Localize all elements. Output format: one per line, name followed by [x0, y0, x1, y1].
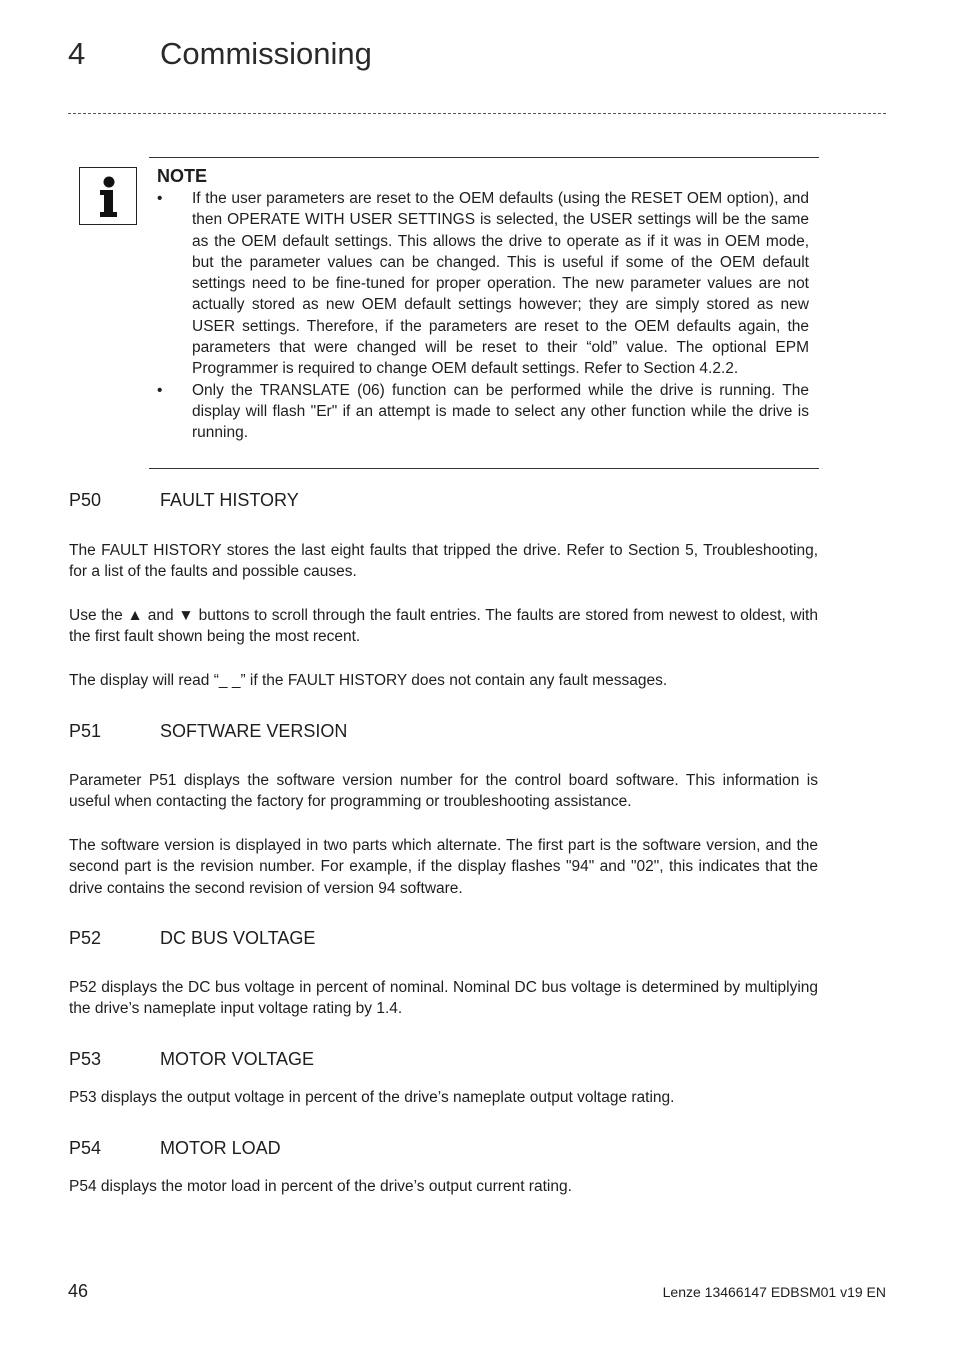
chapter-title: Commissioning [160, 36, 372, 71]
note-item-text: Only the TRANSLATE (06) function can be performed while the drive is running. The display will flash "Er" if an attempt is made to select any other function while the drive is running. [192, 381, 809, 442]
info-icon [79, 167, 137, 225]
chapter-number: 4 [68, 36, 86, 71]
paragraph: The software version is displayed in two parts which alternate. The first part is the software version, and the second part is the revision number. For example, if the display flashes "94" and "02", this indicates that the drive contains the second revision of version 94 software. [69, 837, 818, 897]
page-number: 46 [68, 1281, 89, 1301]
paragraph: P54 displays the motor load in percent of the drive’s output current rating. [69, 1178, 572, 1195]
parameter-code: P52 [69, 928, 102, 948]
paragraph: The FAULT HISTORY stores the last eight faults that tripped the drive. Refer to Section 5, Troubleshooting, for a list of the faults and possible causes. [69, 542, 818, 581]
parameter-code: P50 [69, 490, 102, 510]
parameter-code: P54 [69, 1138, 102, 1158]
header-divider [68, 113, 886, 114]
document-id: Lenze 13466147 EDBSM01 v19 EN [662, 1284, 886, 1300]
bullet: • [157, 381, 163, 399]
note-item [149, 188, 809, 380]
parameter-name: SOFTWARE VERSION [160, 721, 348, 741]
paragraph: The display will read “_ _” if the FAULT HISTORY does not contain any fault messages. [69, 672, 668, 689]
note-box [149, 157, 819, 469]
note-item-text: If the user parameters are reset to the OEM defaults (using the RESET OEM option), and then OPERATE WITH USER SETTINGS is selected, the USER settings will be the same as the OEM default settings. This allows the drive to operate as if it was in OEM mode, but the parameter values can be changed. This is useful if some of the OEM default settings need to be fine-tuned for proper operation. The new parameter values are not actually stored as new OEM default settings however; they are simply stored as new USER settings. Therefore, if the parameters are reset to the OEM defaults again, the parameters that were changed will be reset to their “old” value. The optional EPM Programmer is required to change OEM default settings. Refer to Section 4.2.2. [192, 190, 809, 378]
note-list [149, 188, 809, 444]
note-heading: NOTE [157, 166, 208, 186]
parameter-code: P53 [69, 1049, 102, 1069]
paragraph: P52 displays the DC bus voltage in percent of nominal. Nominal DC bus voltage is determined by multiplying the drive’s nameplate input voltage rating by 1.4. [69, 979, 818, 1018]
parameter-name: DC BUS VOLTAGE [160, 928, 316, 948]
parameter-name: FAULT HISTORY [160, 490, 299, 510]
bullet: • [157, 190, 163, 207]
paragraph: P53 displays the output voltage in percent of the drive’s nameplate output voltage rating. [69, 1089, 675, 1106]
parameter-name: MOTOR LOAD [160, 1138, 281, 1158]
note-item [149, 380, 809, 444]
parameter-code: P51 [69, 721, 102, 741]
paragraph: Parameter P51 displays the software version number for the control board software. This information is useful when contacting the factory for programming or troubleshooting assistance. [69, 772, 818, 811]
parameter-name: MOTOR VOLTAGE [160, 1049, 315, 1069]
paragraph: Use the ▲ and ▼ buttons to scroll through the fault entries. The faults are stored from newest to oldest, with the first fault shown being the most recent. [69, 607, 818, 646]
